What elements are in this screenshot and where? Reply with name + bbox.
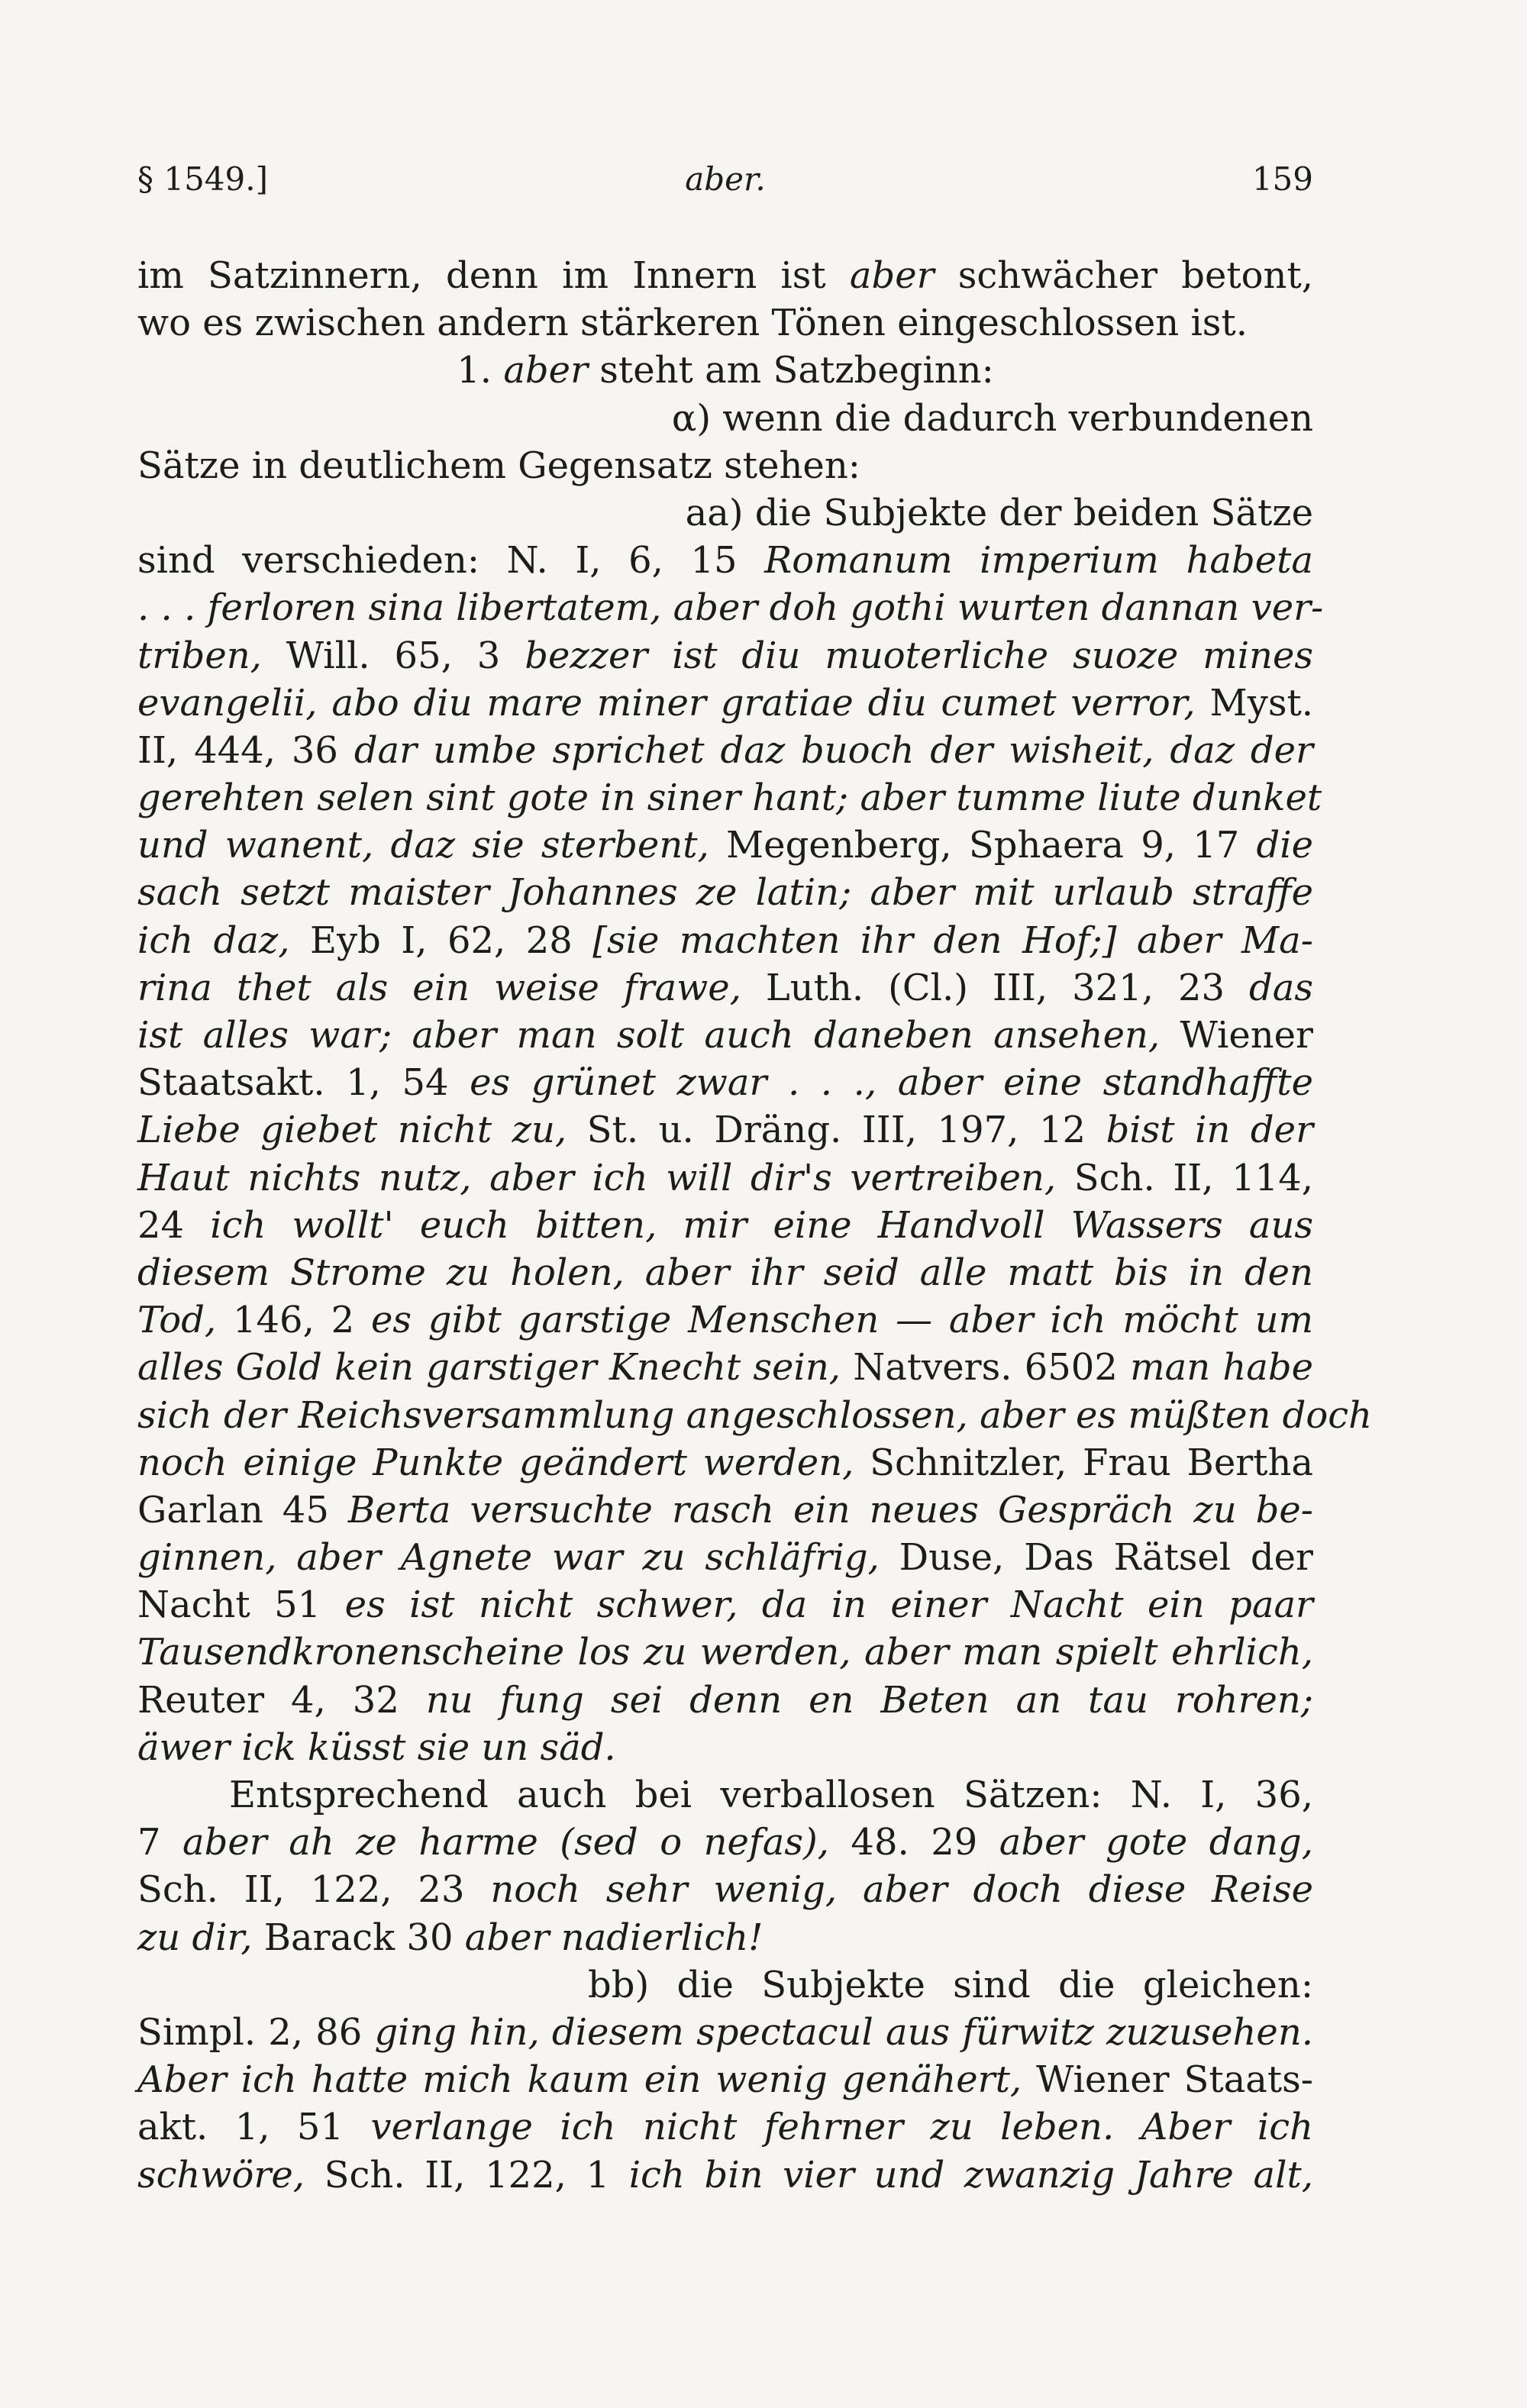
text-run: Duse, Das Rätsel der bbox=[879, 1536, 1314, 1580]
text-run: schwächer betont, bbox=[934, 254, 1313, 297]
text-line bbox=[137, 1344, 1313, 1391]
text-line bbox=[137, 1202, 1313, 1249]
text-line bbox=[137, 1296, 1313, 1344]
text-run: Eyb I, 62, 28 bbox=[289, 918, 593, 962]
italic-quote: zu dir, bbox=[137, 1916, 253, 1959]
text-run: Wiener bbox=[1160, 1014, 1314, 1057]
italic-quote: noch einige Punkte geändert werden, bbox=[137, 1441, 854, 1484]
text-run: Myst. bbox=[1195, 681, 1314, 725]
italic-quote: aber bbox=[503, 349, 589, 392]
italic-quote: Liebe giebet nicht zu, bbox=[137, 1109, 567, 1152]
italic-quote: noch sehr wenig, aber doch diese Reise bbox=[490, 1868, 1313, 1912]
text-line bbox=[137, 1392, 1373, 1439]
italic-quote: das bbox=[1249, 966, 1313, 1009]
text-run: akt. 1, 51 bbox=[137, 2106, 371, 2149]
text-line bbox=[137, 2103, 1313, 2151]
italic-quote: rina thet als ein weise frawe, bbox=[137, 966, 741, 1009]
text-run: Barack 30 bbox=[252, 1916, 465, 1959]
text-run: II, 444, 36 bbox=[137, 728, 354, 772]
italic-quote: ginnen, aber Agnete war zu schläfrig, bbox=[137, 1536, 880, 1580]
italic-quote: schwöre, bbox=[137, 2153, 305, 2197]
text-run: Simpl. 2, 86 bbox=[137, 2010, 375, 2054]
text-run: Staatsakt. 1, 54 bbox=[137, 1061, 470, 1105]
italic-quote: die bbox=[1256, 824, 1314, 867]
italic-quote: verlange ich nicht fehrner zu leben. Aber ich bbox=[370, 2106, 1313, 2149]
text-line bbox=[137, 869, 1313, 916]
italic-quote: triben, bbox=[137, 634, 262, 677]
text-run: St. u. Dräng. III, 197, 12 bbox=[567, 1109, 1106, 1152]
section-reference: § 1549.] bbox=[137, 160, 268, 198]
italic-quote: [sie machten ihr den Hof;] aber Ma- bbox=[592, 918, 1314, 962]
italic-quote: und wanent, daz sie sterbent, bbox=[137, 824, 709, 867]
text-run: aa) die Subjekte der beiden Sätze bbox=[685, 491, 1313, 534]
italic-quote: gerehten selen sint gote in siner hant; aber tumme liute dunket bbox=[137, 776, 1322, 820]
text-run: Sch. II, 122, 23 bbox=[137, 1868, 491, 1912]
page-number: 159 bbox=[1251, 160, 1313, 198]
italic-quote: aber ah ze harme (sed o nefas), bbox=[182, 1821, 829, 1864]
text-run: Sch. II, 122, 1 bbox=[305, 2153, 629, 2197]
text-run: 1. bbox=[457, 349, 504, 392]
text-line bbox=[137, 774, 1322, 821]
italic-quote: aber nadierlich! bbox=[464, 1916, 764, 1959]
italic-quote: sach setzt maister Johannes ze latin; aber mit urlaub straffe bbox=[137, 871, 1313, 915]
text-run: Will. 65, 3 bbox=[261, 634, 525, 677]
text-line bbox=[137, 1439, 1313, 1486]
text-run: wo es zwischen andern stärkeren Tönen eingeschlossen ist. bbox=[137, 302, 1248, 345]
italic-quote: alles Gold kein garstiger Knecht sein, bbox=[137, 1346, 841, 1390]
text-line bbox=[137, 1059, 1313, 1106]
text-line bbox=[137, 632, 1313, 679]
italic-quote: dar umbe sprichet daz buoch der wisheit, daz der bbox=[354, 728, 1314, 772]
text-run: Megenberg, Sphaera 9, 17 bbox=[709, 824, 1257, 867]
text-line bbox=[137, 442, 1313, 489]
italic-quote: diesem Strome zu holen, aber ihr seid alle matt bis in den bbox=[137, 1251, 1313, 1294]
italic-quote: Romanum imperium habeta bbox=[764, 539, 1314, 583]
text-run: steht am Satzbeginn: bbox=[588, 349, 994, 392]
text-line bbox=[137, 1012, 1313, 1059]
text-line bbox=[137, 489, 1313, 537]
italic-quote: Aber ich hatte mich kaum ein wenig genähert, bbox=[137, 2058, 1022, 2102]
text-line bbox=[137, 299, 1313, 347]
text-line bbox=[137, 395, 1313, 442]
text-line bbox=[137, 1581, 1313, 1628]
italic-quote: Haut nichts nutz, aber ich will dir's vertreiben, bbox=[137, 1156, 1057, 1199]
text-run: Nacht 51 bbox=[137, 1583, 345, 1627]
text-run: Wiener Staats- bbox=[1022, 2058, 1314, 2102]
italic-quote: aber gote dang, bbox=[999, 1821, 1314, 1864]
text-run: 48. 29 bbox=[828, 1821, 999, 1864]
running-header bbox=[137, 160, 1313, 206]
italic-quote: ich daz, bbox=[137, 918, 290, 962]
text-run: im Satzinnern, denn im Innern ist bbox=[137, 254, 850, 297]
text-line bbox=[137, 1771, 1313, 1819]
italic-quote: ging hin, diesem spectacul aus fürwitz zuzusehen. bbox=[374, 2010, 1314, 2054]
text-line bbox=[137, 917, 1313, 964]
text-line bbox=[137, 964, 1313, 1012]
text-run: Sch. II, 114, bbox=[1056, 1156, 1314, 1199]
text-line bbox=[137, 1154, 1313, 1202]
text-run: 7 bbox=[137, 1821, 183, 1864]
italic-quote: es grünet zwar . . ., aber eine standhaffte bbox=[470, 1061, 1314, 1105]
text-line bbox=[137, 1249, 1313, 1296]
text-line bbox=[137, 1677, 1313, 1724]
text-run: Reuter 4, 32 bbox=[137, 1678, 426, 1722]
text-line bbox=[137, 1486, 1313, 1534]
text-line bbox=[137, 2056, 1313, 2103]
text-line bbox=[137, 1106, 1313, 1154]
running-title: aber. bbox=[685, 160, 766, 198]
italic-quote: Tod, bbox=[137, 1299, 217, 1342]
italic-quote: es gibt garstige Menschen — aber ich möcht um bbox=[370, 1299, 1314, 1342]
text-line bbox=[137, 537, 1313, 584]
text-line bbox=[137, 1628, 1313, 1676]
text-line bbox=[137, 1819, 1313, 1866]
text-run: 24 bbox=[137, 1203, 211, 1247]
italic-quote: nu fung sei denn en Beten an tau rohren; bbox=[425, 1678, 1314, 1722]
text-line bbox=[137, 679, 1313, 727]
text-line bbox=[137, 727, 1313, 774]
text-line bbox=[137, 1914, 1313, 1961]
text-line bbox=[137, 1866, 1313, 1913]
text-run: Luth. (Cl.) III, 321, 23 bbox=[741, 966, 1250, 1009]
text-run: Sätze in deutlichem Gegensatz stehen: bbox=[137, 444, 860, 487]
italic-quote: Berta versuchte rasch ein neues Gespräch zu be- bbox=[347, 1488, 1313, 1532]
text-line bbox=[137, 1961, 1313, 2009]
text-line bbox=[137, 821, 1313, 869]
italic-quote: man habe bbox=[1130, 1346, 1314, 1390]
text-line bbox=[137, 2009, 1313, 2056]
text-line bbox=[137, 584, 1324, 631]
italic-quote: bist in der bbox=[1106, 1109, 1314, 1152]
italic-quote: aber bbox=[849, 254, 935, 297]
italic-quote: evangelii, abo diu mare miner gratiae diu cumet verror, bbox=[137, 681, 1196, 725]
text-line bbox=[137, 1534, 1313, 1581]
body-text bbox=[137, 252, 1373, 2199]
text-run: bb) die Subjekte sind die gleichen: bbox=[588, 1963, 1313, 2006]
italic-quote: bezzer ist diu muoterliche suoze mines bbox=[525, 634, 1314, 677]
text-line bbox=[137, 1724, 1313, 1771]
italic-quote: ich wollt' euch bitten, mir eine Handvoll Wassers aus bbox=[210, 1203, 1314, 1247]
italic-quote: ich bin vier und zwanzig Jahre alt, bbox=[628, 2153, 1313, 2197]
text-line bbox=[137, 2151, 1313, 2199]
italic-quote: es ist nicht schwer, da in einer Nacht ein paar bbox=[344, 1583, 1314, 1627]
text-run: α) wenn die dadurch verbundenen bbox=[671, 396, 1313, 440]
italic-quote: sich der Reichsversammlung angeschlossen, aber es müßten doch bbox=[137, 1393, 1373, 1437]
text-run: 146, 2 bbox=[216, 1299, 371, 1342]
text-line bbox=[137, 252, 1313, 299]
italic-quote: ist alles war; aber man solt auch daneben ansehen, bbox=[137, 1014, 1161, 1057]
text-run: Entsprechend auch bei verballosen Sätzen: N. I, 36, bbox=[229, 1774, 1313, 1816]
text-run: Natvers. 6502 bbox=[841, 1346, 1131, 1390]
italic-quote: äwer ick küsst sie un säd. bbox=[137, 1725, 616, 1769]
italic-quote: Tausendkronenscheine los zu werden, aber man spielt ehrlich, bbox=[137, 1631, 1313, 1674]
text-run: Garlan 45 bbox=[137, 1488, 348, 1532]
text-run: sind verschieden: N. I, 6, 15 bbox=[137, 539, 765, 583]
italic-quote: . . . ferloren sina libertatem, aber doh gothi wurten dannan ver- bbox=[137, 586, 1324, 630]
text-line bbox=[137, 347, 1313, 394]
text-run: Schnitzler, Frau Bertha bbox=[854, 1441, 1313, 1484]
